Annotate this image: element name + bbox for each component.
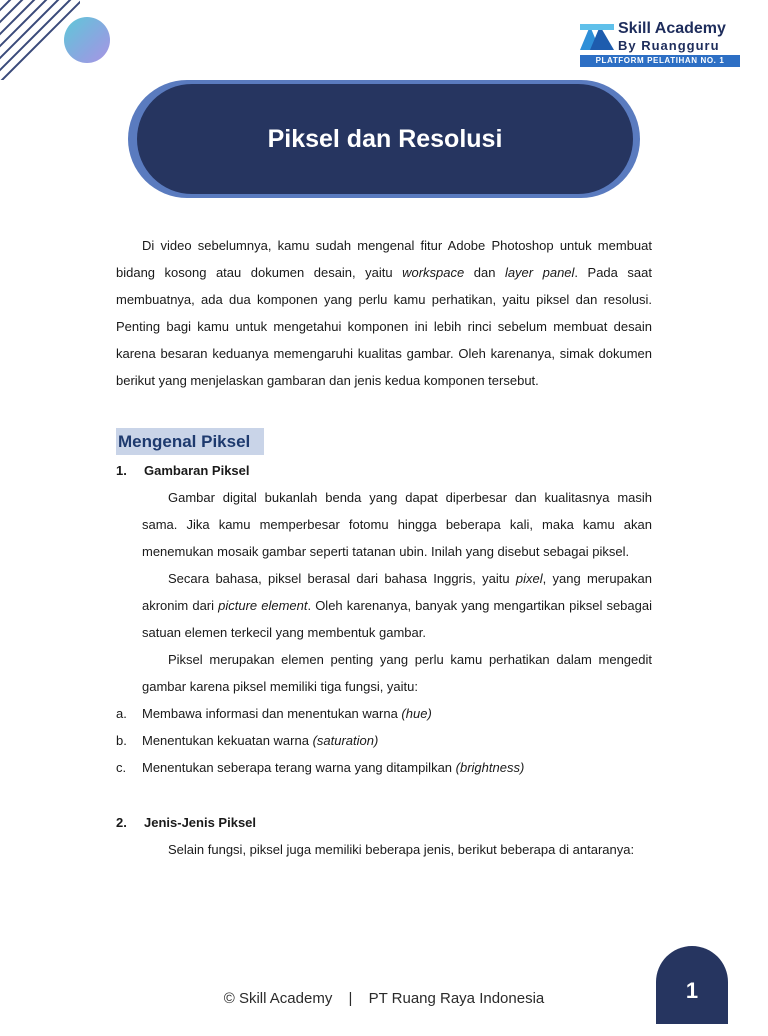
intro-paragraph: [116, 232, 652, 394]
item-1-paragraph-1: Gambar digital bukanlah benda yang dapat diperbesar dan kualitasnya masih sama. Jika kamu memperbesar fotomu hingga beberapa kali, maka kamu akan menemukan mosaik gambar seperti tatanan ubin. Inilah yang disebut sebagai piksel.: [142, 490, 652, 559]
item-number: 1.: [116, 463, 127, 478]
footer-separator: |: [348, 990, 353, 1007]
list-item: [116, 727, 652, 754]
item-1-body: [116, 484, 652, 700]
list-text: [142, 727, 378, 754]
item-title: Jenis-Jenis Piksel: [144, 815, 257, 830]
list-letter: a.: [116, 706, 127, 721]
document-body: [116, 232, 652, 863]
logo-mark-icon: [580, 24, 614, 50]
list-letter: c.: [116, 760, 127, 775]
page-title: Piksel dan Resolusi: [267, 124, 503, 153]
footer: [0, 990, 768, 1007]
p2-text-3: . Oleh karenanya, banyak yang mengartikan piksel sebagai satuan elemen terkecil yang membentuk gambar.: [142, 598, 652, 640]
item-2-body: [116, 836, 652, 863]
intro-italic-workspace: workspace: [402, 265, 465, 280]
page-number: 1: [656, 946, 728, 1024]
brand-title: Skill Academy: [618, 20, 726, 37]
p2-italic-pixel: pixel: [515, 571, 543, 586]
list-text-plain: Menentukan kekuatan warna: [142, 733, 313, 748]
item-title: Gambaran Piksel: [144, 463, 250, 478]
list-text-plain: Menentukan seberapa terang warna yang ditampilkan: [142, 760, 456, 775]
gradient-circle-decoration: [64, 17, 110, 63]
list-text-plain: Membawa informasi dan menentukan warna: [142, 706, 402, 721]
p2-italic-picture-element: picture element: [218, 598, 308, 613]
brand-tagline: PLATFORM PELATIHAN NO. 1: [580, 55, 740, 67]
title-pill: [137, 84, 633, 194]
numbered-item-1: [116, 457, 652, 484]
list-text: [142, 754, 524, 781]
section-heading-label: Mengenal Piksel: [116, 428, 264, 455]
intro-text-3: . Pada saat membuatnya, ada dua komponen yang perlu kamu perhatikan, yaitu piksel dan resolusi. Penting bagi kamu untuk mengetahui komponen ini lebih rinci sebelum membuat desain karena besaran keduanya memengaruhi kualitas gambar. Oleh karenanya, simak dokumen berikut yang menjelaskan gambaran dan jenis kedua komponen tersebut.: [116, 265, 652, 388]
item-1-paragraph-3: Piksel merupakan elemen penting yang perlu kamu perhatikan dalam mengedit gambar karena piksel memiliki tiga fungsi, yaitu:: [142, 652, 652, 694]
item-number: 2.: [116, 815, 127, 830]
section-heading: [116, 428, 652, 455]
intro-text-1: Di video sebelumnya, kamu sudah mengenal fitur Adobe Photoshop untuk membuat bidang kosong atau dokumen desain, yaitu: [116, 238, 652, 280]
item-1-paragraph-2: [142, 565, 652, 646]
list-text: [142, 700, 432, 727]
list-text-italic: (hue): [401, 706, 432, 721]
list-text-italic: (saturation): [312, 733, 379, 748]
list-item: [116, 700, 652, 727]
list-letter: b.: [116, 733, 127, 748]
list-item: [116, 754, 652, 781]
skill-academy-logo: [580, 20, 740, 68]
intro-text-2: dan: [464, 265, 505, 280]
list-text-italic: (brightness): [455, 760, 525, 775]
footer-copyright: © Skill Academy: [223, 990, 333, 1007]
spacer: [116, 781, 652, 807]
numbered-item-2: [116, 809, 652, 836]
footer-company: PT Ruang Raya Indonesia: [368, 990, 545, 1007]
item-2-paragraph-1: Selain fungsi, piksel juga memiliki beberapa jenis, berikut beberapa di antaranya:: [168, 842, 635, 857]
p2-text-1: Secara bahasa, piksel berasal dari bahasa Inggris, yaitu: [168, 571, 516, 586]
p2-text-2: , yang merupakan akronim dari: [142, 571, 652, 613]
intro-italic-layer-panel: layer panel: [504, 265, 575, 280]
brand-subtitle: By Ruangguru: [618, 38, 720, 53]
